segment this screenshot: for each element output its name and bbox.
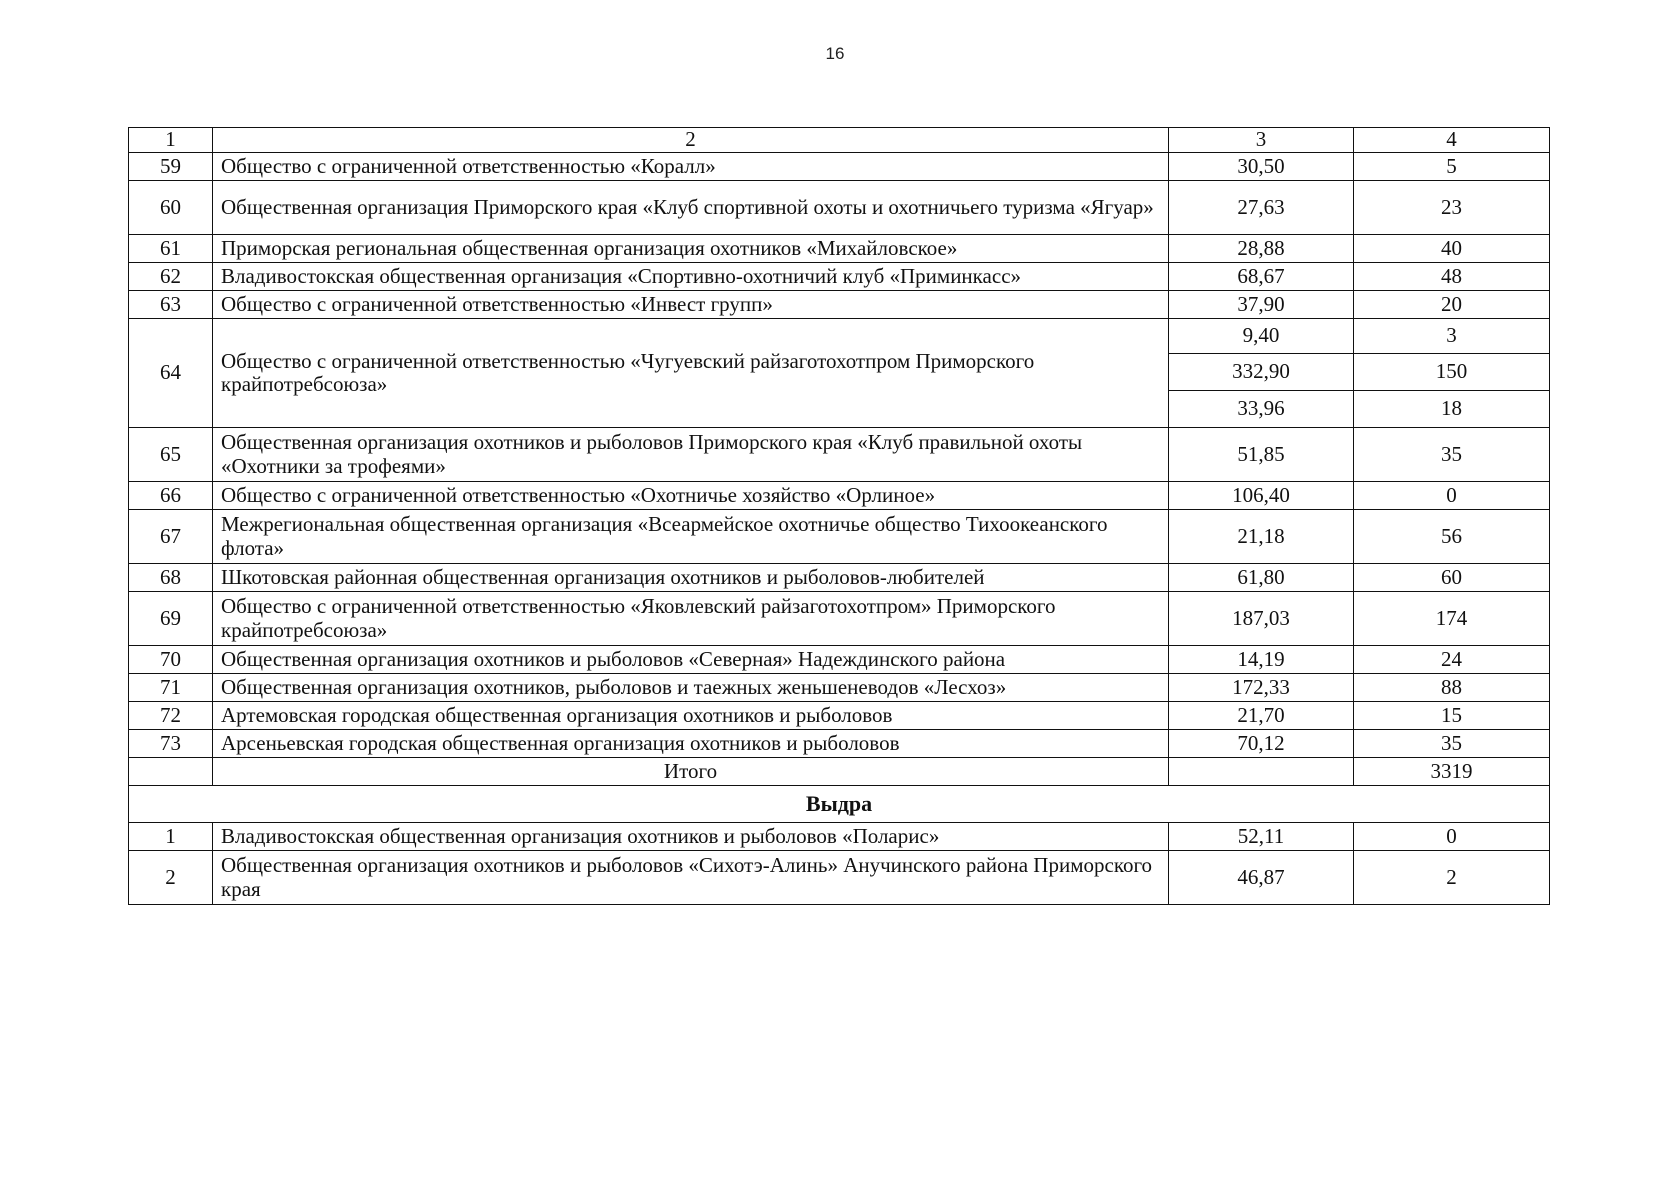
table-row <box>129 823 1550 851</box>
organization-name: Приморская региональная общественная организация охотников «Михайловское» <box>213 235 1169 263</box>
count-value: 2 <box>1354 851 1550 905</box>
total-label: Итого <box>213 758 1169 786</box>
column-number-3: 3 <box>1169 128 1354 153</box>
table-body <box>129 128 1550 905</box>
organization-name: Общественная организация охотников и рыболовов Приморского края «Клуб правильной охоты «Охотники за трофеями» <box>213 428 1169 482</box>
organization-name: Общественная организация охотников и рыболовов «Сихотэ-Алинь» Анучинского района Приморского края <box>213 851 1169 905</box>
count-value: 56 <box>1354 510 1550 564</box>
area-value: 70,12 <box>1169 730 1354 758</box>
area-value: 52,11 <box>1169 823 1354 851</box>
area-value: 61,80 <box>1169 564 1354 592</box>
row-number: 60 <box>129 181 213 235</box>
area-value: 172,33 <box>1169 674 1354 702</box>
area-value: 51,85 <box>1169 428 1354 482</box>
area-value: 106,40 <box>1169 482 1354 510</box>
page-number: 16 <box>825 44 845 63</box>
row-number: 66 <box>129 482 213 510</box>
organization-name: Общество с ограниченной ответственностью «Охотничье хозяйство «Орлиное» <box>213 482 1169 510</box>
total-value: 3319 <box>1354 758 1550 786</box>
row-number: 72 <box>129 702 213 730</box>
table-row <box>129 730 1550 758</box>
row-number: 59 <box>129 153 213 181</box>
count-value: 150 <box>1354 354 1550 391</box>
total-number-empty <box>129 758 213 786</box>
hunting-grounds-table <box>128 127 1550 905</box>
area-value: 187,03 <box>1169 592 1354 646</box>
organization-name: Артемовская городская общественная организация охотников и рыболовов <box>213 702 1169 730</box>
row-number: 73 <box>129 730 213 758</box>
count-value: 60 <box>1354 564 1550 592</box>
row-number: 65 <box>129 428 213 482</box>
area-value: 68,67 <box>1169 263 1354 291</box>
area-value: 37,90 <box>1169 291 1354 319</box>
count-value: 5 <box>1354 153 1550 181</box>
area-value: 332,90 <box>1169 354 1354 391</box>
column-number-1: 1 <box>129 128 213 153</box>
column-number-row <box>129 128 1550 153</box>
table-row <box>129 263 1550 291</box>
area-value: 14,19 <box>1169 646 1354 674</box>
row-number: 67 <box>129 510 213 564</box>
organization-name: Владивостокская общественная организация «Спортивно-охотничий клуб «Приминкасс» <box>213 263 1169 291</box>
organization-name: Общество с ограниченной ответственностью «Яковлевский райзаготохотпром» Приморского крайпотребсоюза» <box>213 592 1169 646</box>
organization-name: Общественная организация охотников, рыболовов и таежных женьшеневодов «Лесхоз» <box>213 674 1169 702</box>
organization-name: Арсеньевская городская общественная организация охотников и рыболовов <box>213 730 1169 758</box>
table-row <box>129 428 1550 482</box>
table-row <box>129 291 1550 319</box>
organization-name: Межрегиональная общественная организация «Всеармейское охотничье общество Тихоокеанского флота» <box>213 510 1169 564</box>
table-row <box>129 153 1550 181</box>
count-value: 0 <box>1354 823 1550 851</box>
area-value: 30,50 <box>1169 153 1354 181</box>
table-row <box>129 319 1550 354</box>
count-value: 15 <box>1354 702 1550 730</box>
organization-name: Общественная организация охотников и рыболовов «Северная» Надеждинского района <box>213 646 1169 674</box>
count-value: 23 <box>1354 181 1550 235</box>
area-value: 46,87 <box>1169 851 1354 905</box>
row-number: 69 <box>129 592 213 646</box>
count-value: 35 <box>1354 730 1550 758</box>
count-value: 18 <box>1354 391 1550 428</box>
organization-name: Общество с ограниченной ответственностью «Чугуевский райзаготохотпром Приморского крайпотребсоюза» <box>213 319 1169 428</box>
table-row <box>129 592 1550 646</box>
area-value: 27,63 <box>1169 181 1354 235</box>
row-number: 68 <box>129 564 213 592</box>
table-row <box>129 564 1550 592</box>
table-row <box>129 702 1550 730</box>
area-value: 9,40 <box>1169 319 1354 354</box>
table-row <box>129 674 1550 702</box>
count-value: 35 <box>1354 428 1550 482</box>
row-number: 1 <box>129 823 213 851</box>
row-number: 61 <box>129 235 213 263</box>
table-row <box>129 235 1550 263</box>
table-row <box>129 181 1550 235</box>
count-value: 24 <box>1354 646 1550 674</box>
table-row <box>129 646 1550 674</box>
total-area-empty <box>1169 758 1354 786</box>
area-value: 21,18 <box>1169 510 1354 564</box>
row-number: 64 <box>129 319 213 428</box>
total-row <box>129 758 1550 786</box>
organization-name: Общество с ограниченной ответственностью «Коралл» <box>213 153 1169 181</box>
row-number: 71 <box>129 674 213 702</box>
row-number: 63 <box>129 291 213 319</box>
count-value: 48 <box>1354 263 1550 291</box>
row-number: 62 <box>129 263 213 291</box>
count-value: 0 <box>1354 482 1550 510</box>
column-number-2: 2 <box>213 128 1169 153</box>
area-value: 33,96 <box>1169 391 1354 428</box>
table-row <box>129 482 1550 510</box>
area-value: 28,88 <box>1169 235 1354 263</box>
section-title: Выдра <box>129 786 1550 823</box>
count-value: 174 <box>1354 592 1550 646</box>
count-value: 88 <box>1354 674 1550 702</box>
organization-name: Владивостокская общественная организация охотников и рыболовов «Поларис» <box>213 823 1169 851</box>
organization-name: Шкотовская районная общественная организация охотников и рыболовов-любителей <box>213 564 1169 592</box>
row-number: 70 <box>129 646 213 674</box>
column-number-4: 4 <box>1354 128 1550 153</box>
count-value: 3 <box>1354 319 1550 354</box>
table-row <box>129 510 1550 564</box>
organization-name: Общество с ограниченной ответственностью «Инвест групп» <box>213 291 1169 319</box>
table-row <box>129 851 1550 905</box>
count-value: 40 <box>1354 235 1550 263</box>
area-value: 21,70 <box>1169 702 1354 730</box>
row-number: 2 <box>129 851 213 905</box>
count-value: 20 <box>1354 291 1550 319</box>
organization-name: Общественная организация Приморского края «Клуб спортивной охоты и охотничьего туризма «Ягуар» <box>213 181 1169 235</box>
section-header-row <box>129 786 1550 823</box>
